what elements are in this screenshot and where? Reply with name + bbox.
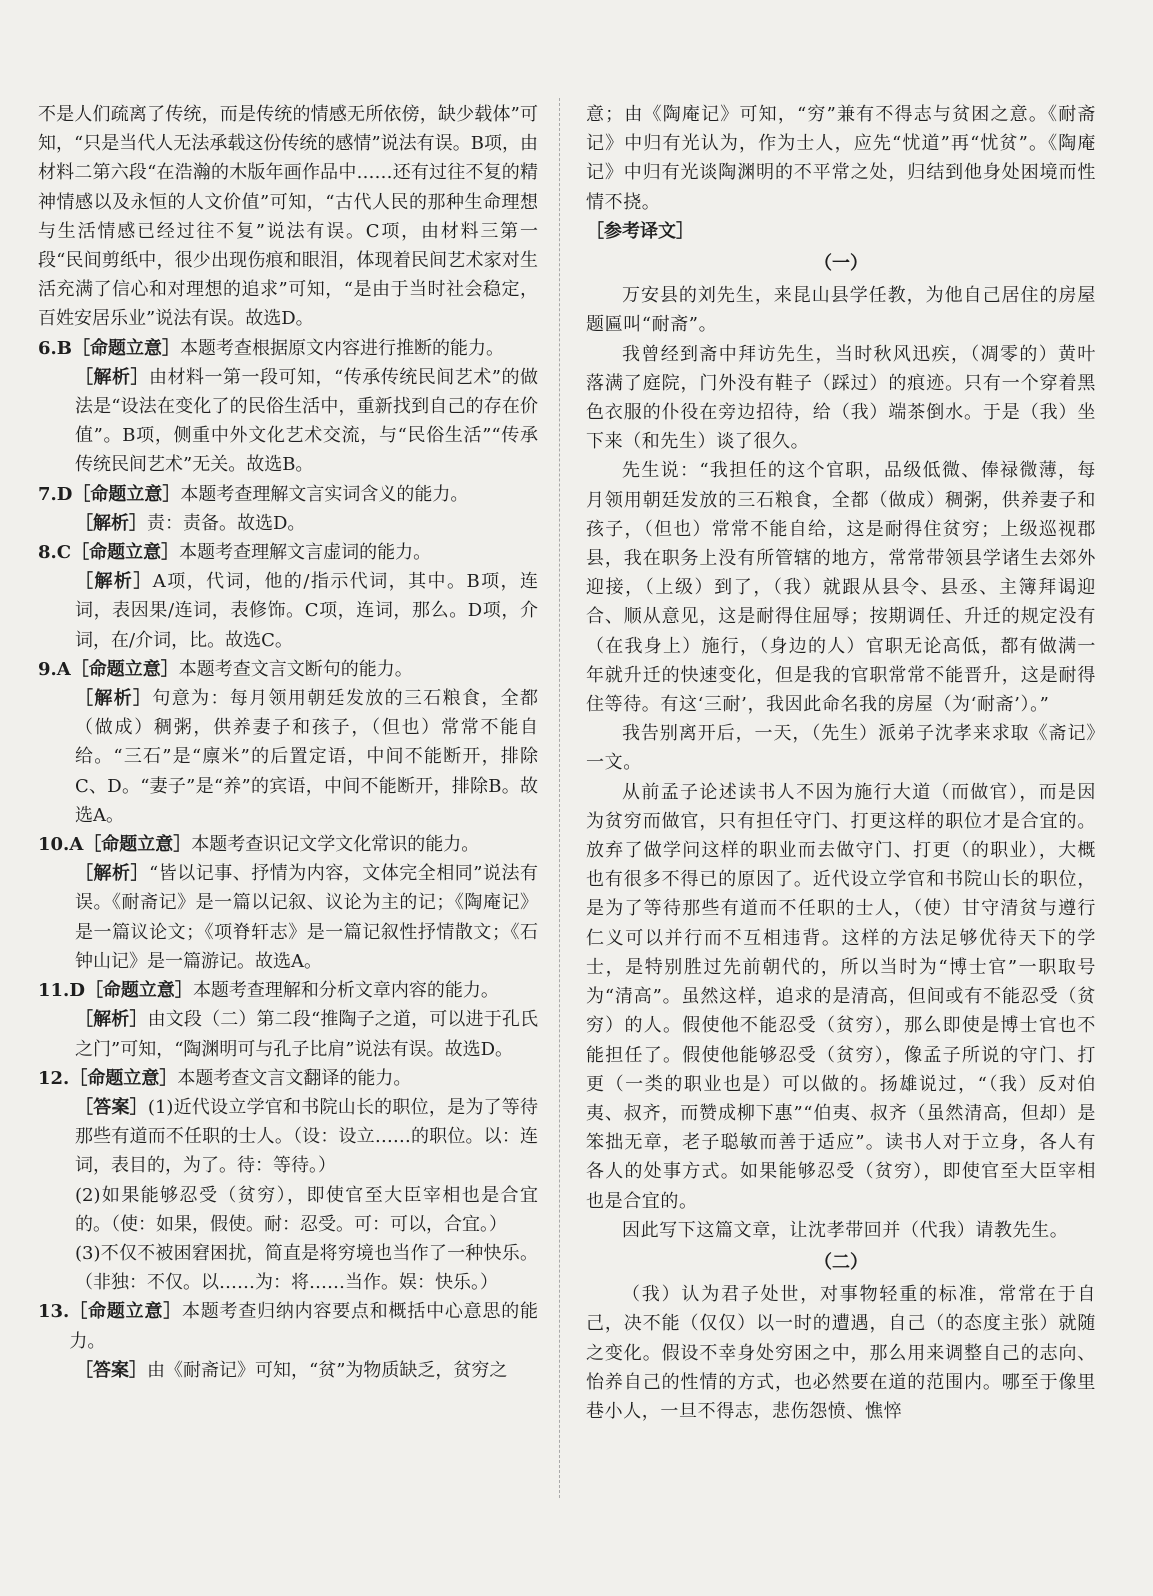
- section-heading-2: （二）: [814, 1251, 868, 1273]
- question-11: [38, 976, 538, 1005]
- intent-text: 本题考查归纳内容要点和概括中心意思的能力。: [69, 1301, 539, 1352]
- analysis-tag: ［解析］: [75, 1009, 148, 1031]
- intent-tag: ［命题立意］: [69, 1301, 182, 1323]
- intent-text: 本题考查文言文翻译的能力。: [177, 1067, 412, 1089]
- translation-paragraph: 从前孟子论述读书人不因为施行大道（而做官），而是因为贫穷而做官，只有担任守门、打更这样的职位才是合宜的。放弃了做学问这样的职业而去做守门、打更（的职业），大概也有很多不得已的原因了。近代设立学官和书院山长的职位，是为了等待那些有道而不任职的士人，（使）甘守清贫与遵行仁义可以并行而不互相违背。这样的方法足够优待天下的学士，是特别胜过先前朝代的，所以当时为“博士官”一职取号为“清高”。虽然这样，追求的是清高，但间或有不能忍受（贫穷）的人。假使他不能忍受（贫穷），那么即使是博士官也不能担任了。假使他能够忍受（贫穷），像孟子所说的守门、打更（一类的职业也是）可以做的。扬雄说过，“（我）反对伯夷、叔齐，而赞成柳下惠”“伯夷、叔齐（虽然清高，但却）是笨拙无章，老子聪敏而善于适应”。读书人对于立身，各人有各人的处事方式。如果能够忍受（贫穷），即使官至大臣宰相也是合宜的。: [586, 781, 1096, 1212]
- question-number: 9.A: [38, 658, 71, 680]
- column-divider: [559, 98, 560, 1498]
- question-12: [38, 1064, 538, 1093]
- analysis-text: A项，代词，他的/指示代词，其中。B项，连词，表因果/连词，表修饰。C项，连词，那么。D项，介词，在/介词，比。故选C。: [75, 571, 539, 651]
- translation-paragraph: （我）认为君子处世，对事物轻重的标准，常常在于自己，决不能（仅仅）以一时的遭遇，自己（的态度主张）就随之变化。假设不幸身处穷困之中，那么用来调整自己的志向、怡养自己的性情的方式，也必然要在道的范围内。哪至于像里巷小人，一旦不得志，悲伤怨愤、憔悴: [586, 1284, 1096, 1422]
- analysis-text: 责：责备。故选D。: [147, 512, 306, 534]
- reference-translation-tag: ［参考译文］: [586, 220, 694, 242]
- intent-tag: ［命题立意］: [72, 337, 181, 359]
- left-column: [38, 100, 538, 1385]
- question-6: [38, 334, 538, 363]
- question-7: [38, 480, 538, 509]
- analysis-tag: ［解析］: [75, 366, 150, 388]
- question-number: 13.: [38, 1301, 70, 1323]
- intent-tag: ［命题立意］: [83, 834, 192, 856]
- intent-text: 本题考查理解文言虚词的能力。: [179, 542, 432, 564]
- question-9: [38, 655, 538, 684]
- answer-text: 由《耐斋记》可知，“贫”为物质缺乏，贫穷之: [147, 1359, 508, 1381]
- question-number: 8.C: [38, 542, 72, 564]
- intent-tag: ［命题立意］: [70, 658, 179, 680]
- analysis-text: “皆以记事、抒情为内容，文体完全相同”说法有误。《耐斋记》是一篇以记叙、议论为主的记；《陶庵记》是一篇议论文；《项脊轩志》是一篇记叙性抒情散文；《石钟山记》是一篇游记。故选A。: [75, 863, 538, 972]
- question-number: 6.B: [38, 337, 73, 359]
- translation-paragraph: 先生说：“我担任的这个官职，品级低微、俸禄微薄，每月领用朝廷发放的三石粮食，全都（做成）稠粥，供养妻子和孩子，（但也）常常不能自给，这是耐得住贫穷；上级巡视郡县，我在职务上没有所管辖的地方，常常带领县学诸生去郊外迎接，（上级）到了，（我）就跟从县令、县丞、主簿拜谒迎合、顺从意见，这是耐得住屈辱；按期调任、升迁的规定没有（在我身上）施行，（身边的人）官职无论高低，都有做满一年就升迁的快速变化，但是我的官职常常不能晋升，这是耐得住等待。有这‘三耐’，我因此命名我的房屋（为‘耐斋’）。”: [586, 460, 1096, 716]
- answer-tag: ［答案］: [75, 1359, 147, 1381]
- question-8: [38, 538, 538, 567]
- analysis-tag: ［解析］: [75, 571, 153, 593]
- intro-paragraph: 不是人们疏离了传统，而是传统的情感无所依傍，缺少载体”可知，“只是当代人无法承载这份传统的感情”说法有误。B项，由材料二第六段“在浩瀚的木版年画作品中……还有过往不复的精神情感以及永恒的人文价值”可知，“古代人民的那种生命理想与生活情感已经过往不复”说法有误。C项，由材料三第一段“民间剪纸中，很少出现伤痕和眼泪，体现着民间艺术家对生活充满了信心和对理想的追求”可知，“是由于当时社会稳定，百姓安居乐业”说法有误。故选D。: [38, 104, 538, 330]
- analysis-tag: ［解析］: [75, 512, 147, 534]
- translation-paragraph: 我告别离开后，一天，（先生）派弟子沈孝来求取《斋记》一文。: [586, 723, 1096, 774]
- answer-continuation: 意；由《陶庵记》可知，“穷”兼有不得志与贫困之意。《耐斋记》中归有光认为，作为士人，应先“忧道”再“忧贫”。《陶庵记》中归有光谈陶渊明的不平常之处，归结到他身处困境而性情不挠。: [586, 104, 1096, 213]
- analysis-tag: ［解析］: [75, 688, 153, 710]
- intent-text: 本题考查理解和分析文章内容的能力。: [192, 980, 499, 1002]
- translation-paragraph: 我曾经到斋中拜访先生，当时秋风迅疾，（凋零的）黄叶落满了庭院，门外没有鞋子（踩过）的痕迹。只有一个穿着黑色衣服的仆役在旁边招待，给（我）端茶倒水。于是（我）坐下来（和先生）谈了很久。: [586, 343, 1096, 453]
- intent-text: 本题考查文言文断句的能力。: [178, 658, 413, 680]
- translation-paragraph: 因此写下这篇文章，让沈孝带回并（代我）请教先生。: [622, 1219, 1069, 1241]
- intent-tag: ［命题立意］: [69, 1067, 178, 1089]
- intent-text: 本题考查识记文学文化常识的能力。: [191, 834, 480, 856]
- answer-1: (1)近代设立学官和书院山长的职位，是为了等待那些有道而不任职的士人。（设：设立……的职位。以：连词，表目的，为了。待：等待。）: [75, 1096, 539, 1177]
- question-10: [38, 830, 538, 859]
- intent-tag: ［命题立意］: [71, 542, 180, 564]
- question-number: 12.: [38, 1067, 70, 1089]
- analysis-tag: ［解析］: [75, 863, 150, 885]
- question-number: 7.D: [38, 483, 73, 505]
- question-13: [38, 1297, 538, 1355]
- question-number: 10.A: [38, 834, 84, 856]
- question-number: 11.D: [38, 980, 85, 1002]
- translation-paragraph: 万安县的刘先生，来昆山县学任教，为他自己居住的房屋题匾叫“耐斋”。: [586, 285, 1096, 336]
- answer-2: (2)如果能够忍受（贫穷），即使官至大臣宰相也是合宜的。（使：如果，假使。耐：忍受。可：可以，合宜。）: [75, 1184, 538, 1235]
- intent-text: 本题考查根据原文内容进行推断的能力。: [180, 337, 505, 359]
- answer-tag: ［答案］: [75, 1096, 148, 1118]
- analysis-text: 由文段（二）第二段“推陶子之道，可以进于孔氏之门”可知，“陶渊明可与孔子比肩”说法有误。故选D。: [75, 1009, 538, 1060]
- section-heading-1: （一）: [814, 253, 868, 275]
- analysis-text: 句意为：每月领用朝廷发放的三石粮食，全都（做成）稠粥，供养妻子和孩子，（但也）常常不能自给。“三石”是“廪米”的后置定语，中间不能断开，排除C、D。“妻子”是“养”的宾语，中间不能断开，排除B。故选A。: [75, 688, 539, 826]
- intent-text: 本题考查理解文言实词含义的能力。: [180, 483, 469, 505]
- analysis-text: 由材料一第一段可知，“传承传统民间艺术”的做法是“设法在变化了的民俗生活中，重新找到自己的存在价值”。B项，侧重中外文化艺术交流，与“民俗生活”“传承传统民间艺术”无关。故选B。: [75, 366, 538, 476]
- right-column: [586, 100, 1096, 1426]
- intent-tag: ［命题立意］: [72, 483, 181, 505]
- intent-tag: ［命题立意］: [84, 980, 193, 1002]
- answer-3: (3)不仅不被困窘困扰，简直是将穷境也当作了一种快乐。（非独：不仅。以……为：将……当作。娱：快乐。）: [75, 1242, 538, 1294]
